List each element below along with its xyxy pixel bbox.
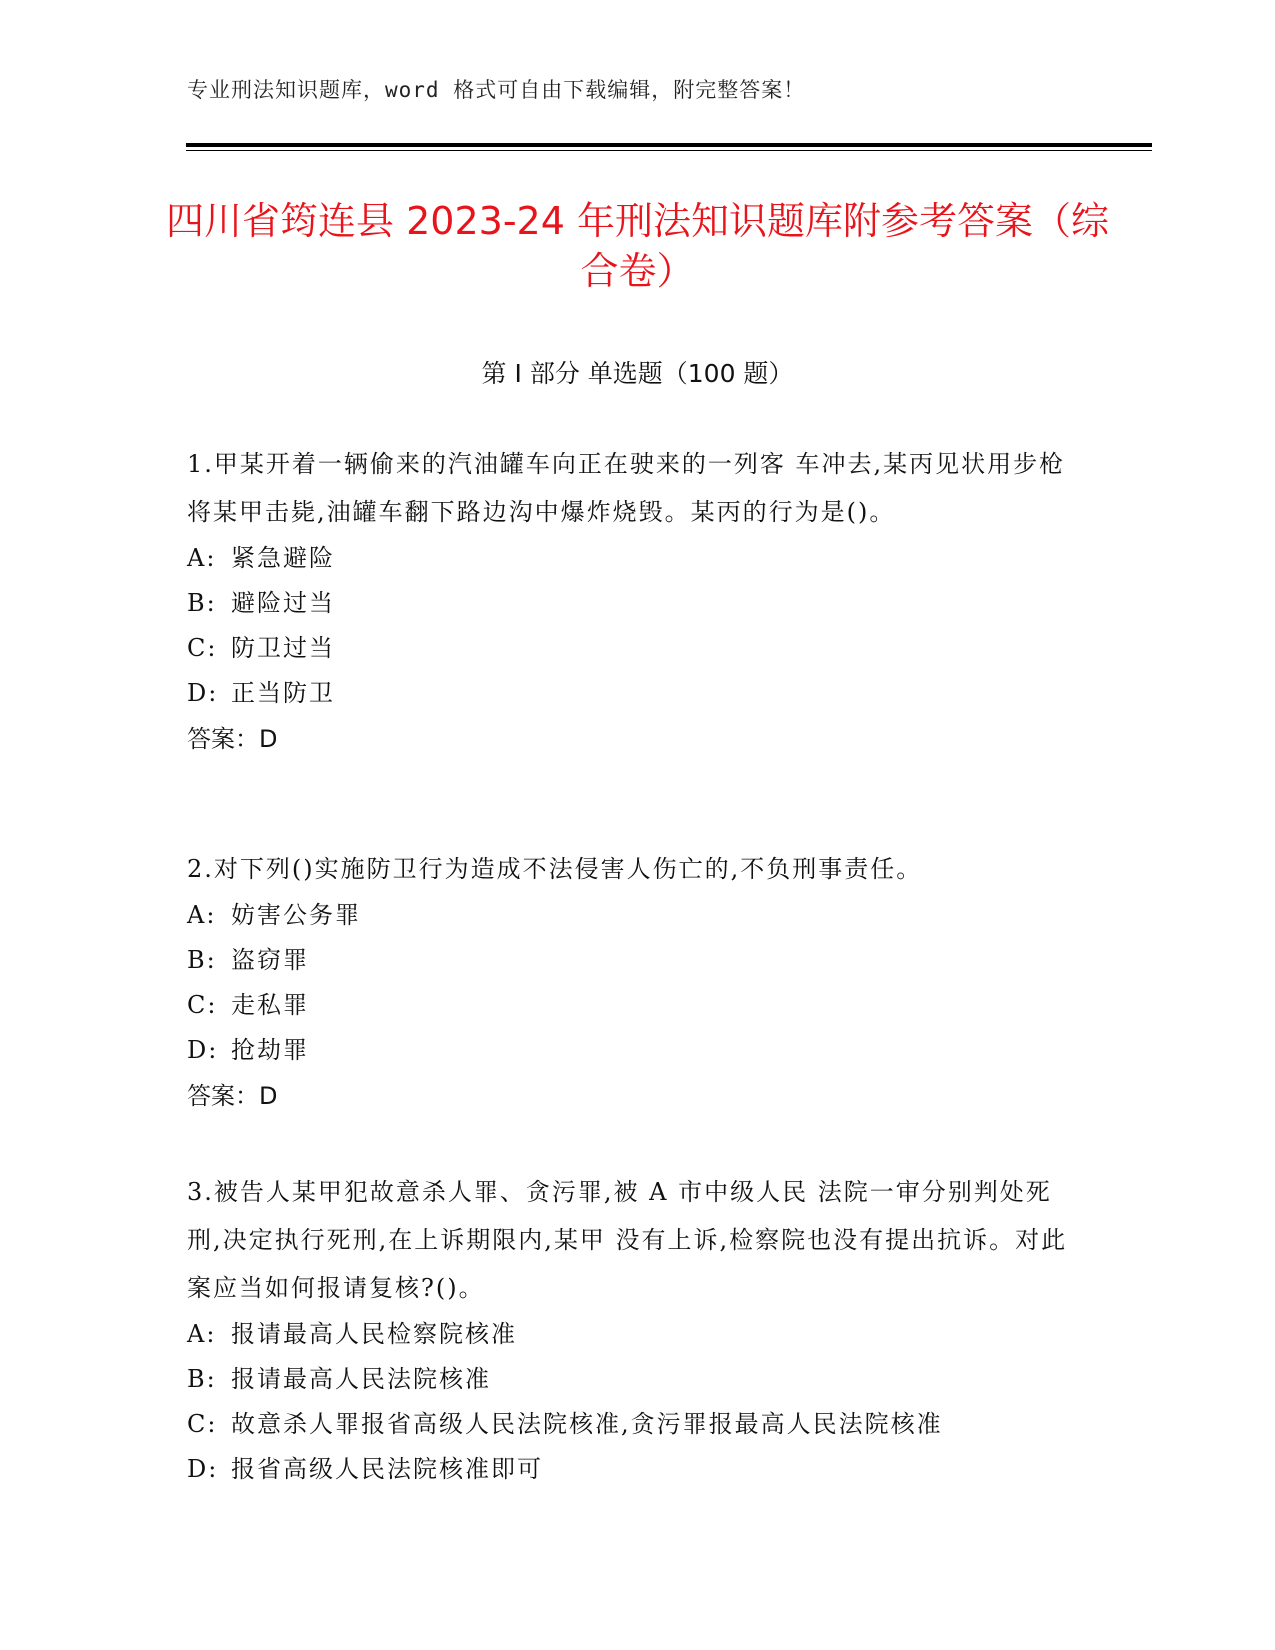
option-text: 紧急避险 — [231, 544, 335, 572]
option-text: 报请最高人民检察院核准 — [231, 1320, 517, 1348]
option-letter: D: — [187, 679, 219, 707]
option-text: 走私罪 — [231, 991, 309, 1019]
option-letter: C: — [187, 991, 218, 1019]
answer-line: 答案：D — [187, 725, 278, 753]
option-letter: C: — [187, 634, 218, 662]
option-letter: A: — [187, 901, 217, 929]
option-letter: D: — [187, 1036, 219, 1064]
header-divider-thick — [186, 143, 1152, 147]
question-3 — [187, 1168, 1077, 1492]
option-text: 故意杀人罪报省高级人民法院核准,贪污罪报最高人民法院核准 — [231, 1410, 943, 1438]
option-d — [187, 1447, 1077, 1492]
question-stem: 2.对下列()实施防卫行为造成不法侵害人伤亡的,不负刑事责任。 — [187, 855, 923, 883]
option-letter: D: — [187, 1455, 219, 1483]
option-letter: A: — [187, 1320, 217, 1348]
section-heading: 第 I 部分 单选题（100 题） — [481, 359, 794, 388]
option-a — [187, 536, 1077, 581]
option-text: 抢劫罪 — [231, 1036, 309, 1064]
question-stem: 3.被告人某甲犯故意杀人罪、贪污罪,被 A 市中级人民 法院一审分别判处死刑,决定执行死刑,在上诉期限内,某甲 没有上诉,检察院也没有提出抗诉。对此案应当如何报请复核?()。 — [187, 1178, 1068, 1302]
option-c — [187, 1402, 1077, 1447]
answer-line: 答案：D — [187, 1082, 278, 1110]
question-1 — [187, 440, 1077, 762]
option-letter: B: — [187, 946, 217, 974]
option-a — [187, 1312, 1077, 1357]
option-text: 妨害公务罪 — [231, 901, 361, 929]
option-a — [187, 893, 1077, 938]
option-letter: B: — [187, 589, 217, 617]
option-d — [187, 671, 1077, 716]
option-text: 报请最高人民法院核准 — [231, 1365, 491, 1393]
option-letter: C: — [187, 1410, 218, 1438]
option-text: 避险过当 — [231, 589, 335, 617]
option-b — [187, 581, 1077, 626]
option-d — [187, 1028, 1077, 1073]
page-header-note: 专业刑法知识题库，word 格式可自由下载编辑，附完整答案！ — [187, 78, 806, 102]
option-c — [187, 983, 1077, 1028]
option-letter: B: — [187, 1365, 217, 1393]
option-text: 正当防卫 — [231, 679, 335, 707]
question-2 — [187, 845, 1077, 1119]
option-c — [187, 626, 1077, 671]
option-b — [187, 938, 1077, 983]
option-letter: A: — [187, 544, 217, 572]
option-text: 防卫过当 — [231, 634, 335, 662]
option-b — [187, 1357, 1077, 1402]
option-text: 盗窃罪 — [231, 946, 309, 974]
question-stem: 1.甲某开着一辆偷来的汽油罐车向正在驶来的一列客 车冲去,某丙见状用步枪将某甲击毙,油罐车翻下路边沟中爆炸烧毁。某丙的行为是()。 — [187, 450, 1066, 526]
header-divider-thin — [186, 150, 1152, 151]
document-title: 四川省筠连县 2023-24 年刑法知识题库附参考答案（综合卷） — [166, 199, 1109, 293]
option-text: 报省高级人民法院核准即可 — [231, 1455, 543, 1483]
